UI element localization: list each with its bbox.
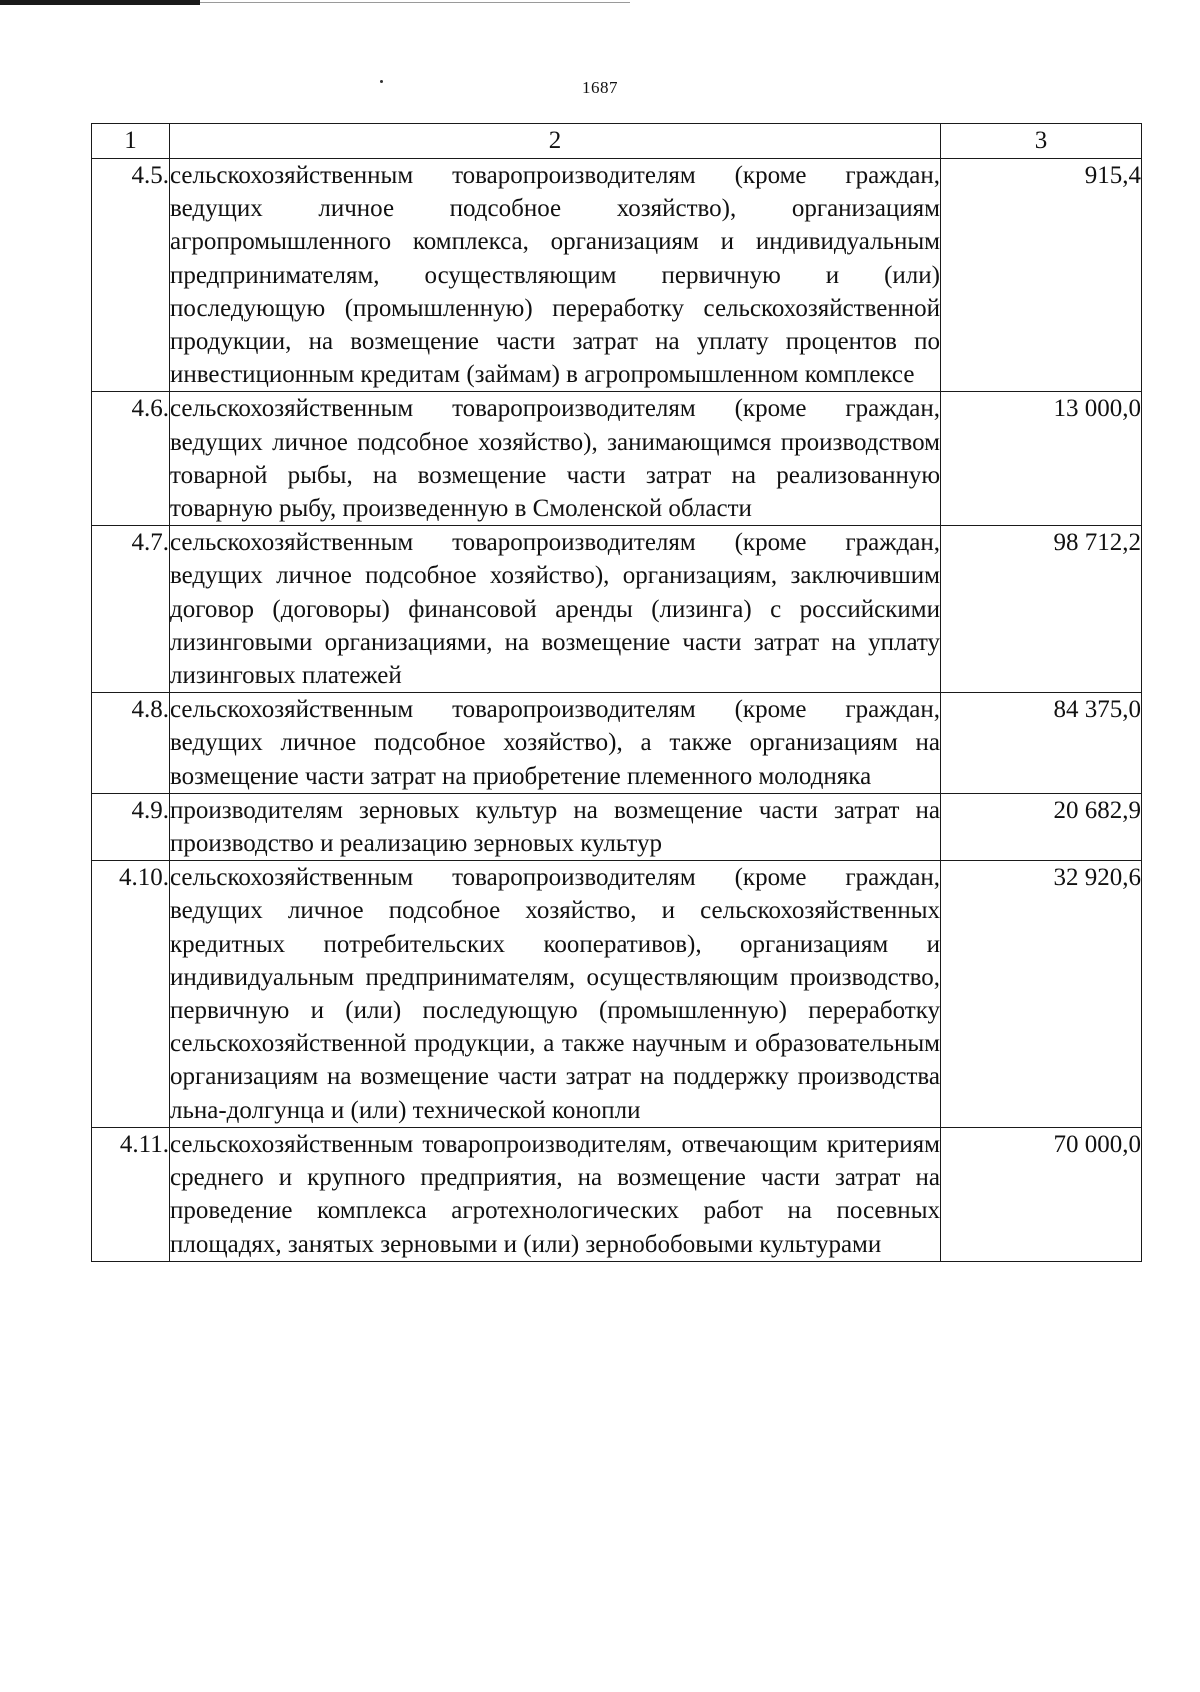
row-number: 4.5. [92,159,170,392]
table-row [92,526,1142,693]
row-amount: 915,4 [941,159,1142,392]
row-number: 4.11. [92,1127,170,1261]
table-row [92,392,1142,526]
row-description: сельскохозяйственным товаропроизводителям, отвечающим критериям среднего и крупного предприятия, на возмещение части затрат на проведение комплекса агротехнологических работ на посевных площадях, занятых зерновыми и (или) зернобобовыми культурами [170,1127,941,1261]
header-col-3: 3 [941,124,1142,159]
row-number: 4.7. [92,526,170,693]
header-row [92,124,1142,159]
row-description: сельскохозяйственным товаропроизводителям (кроме граждан, ведущих личное подсобное хозяйство, и сельскохозяйственных кредитных потребительских кооперативов), организациям и индивидуальным предпринимателям, осуществляющим производство, первичную и (или) последующую (промышленную) переработку сельскохозяйственной продукции, а также научным и образовательным организациям на возмещение части затрат на поддержку производства льна-долгунца и (или) технической конопли [170,861,941,1128]
row-amount: 98 712,2 [941,526,1142,693]
table-row [92,693,1142,794]
row-number: 4.6. [92,392,170,526]
table-body [92,159,1142,1262]
table-row [92,861,1142,1128]
budget-table [91,123,1142,1262]
row-number: 4.9. [92,793,170,860]
table-row [92,793,1142,860]
row-amount: 70 000,0 [941,1127,1142,1261]
row-description: сельскохозяйственным товаропроизводителям (кроме граждан, ведущих личное подсобное хозяйство), организациям агропромышленного комплекса, организациям и индивидуальным предпринимателям, осуществляющим первичную и (или) последующую (промышленную) переработку сельскохозяйственной продукции, на возмещение части затрат на уплату процентов по инвестиционным кредитам (займам) в агропромышленном комплексе [170,159,941,392]
header-col-2: 2 [170,124,941,159]
scan-edge-mark [0,0,200,5]
table-row [92,1127,1142,1261]
row-number: 4.8. [92,693,170,794]
table-header [92,124,1142,159]
scan-edge-line [200,2,630,3]
row-amount: 32 920,6 [941,861,1142,1128]
table-row [92,159,1142,392]
row-description: сельскохозяйственным товаропроизводителям (кроме граждан, ведущих личное подсобное хозяйство), организациям, заключившим договор (договоры) финансовой аренды (лизинга) с российскими лизинговыми организациями, на возмещение части затрат на уплату лизинговых платежей [170,526,941,693]
row-amount: 84 375,0 [941,693,1142,794]
row-description: сельскохозяйственным товаропроизводителям (кроме граждан, ведущих личное подсобное хозяйство), занимающимся производством товарной рыбы, на возмещение части затрат на реализованную товарную рыбу, произведенную в Смоленской области [170,392,941,526]
header-col-1: 1 [92,124,170,159]
page-number: 1687 [582,78,618,97]
row-amount: 20 682,9 [941,793,1142,860]
row-number: 4.10. [92,861,170,1128]
row-amount: 13 000,0 [941,392,1142,526]
row-description: производителям зерновых культур на возмещение части затрат на производство и реализацию зерновых культур [170,793,941,860]
row-description: сельскохозяйственным товаропроизводителям (кроме граждан, ведущих личное подсобное хозяйство), а также организациям на возмещение части затрат на приобретение племенного молодняка [170,693,941,794]
